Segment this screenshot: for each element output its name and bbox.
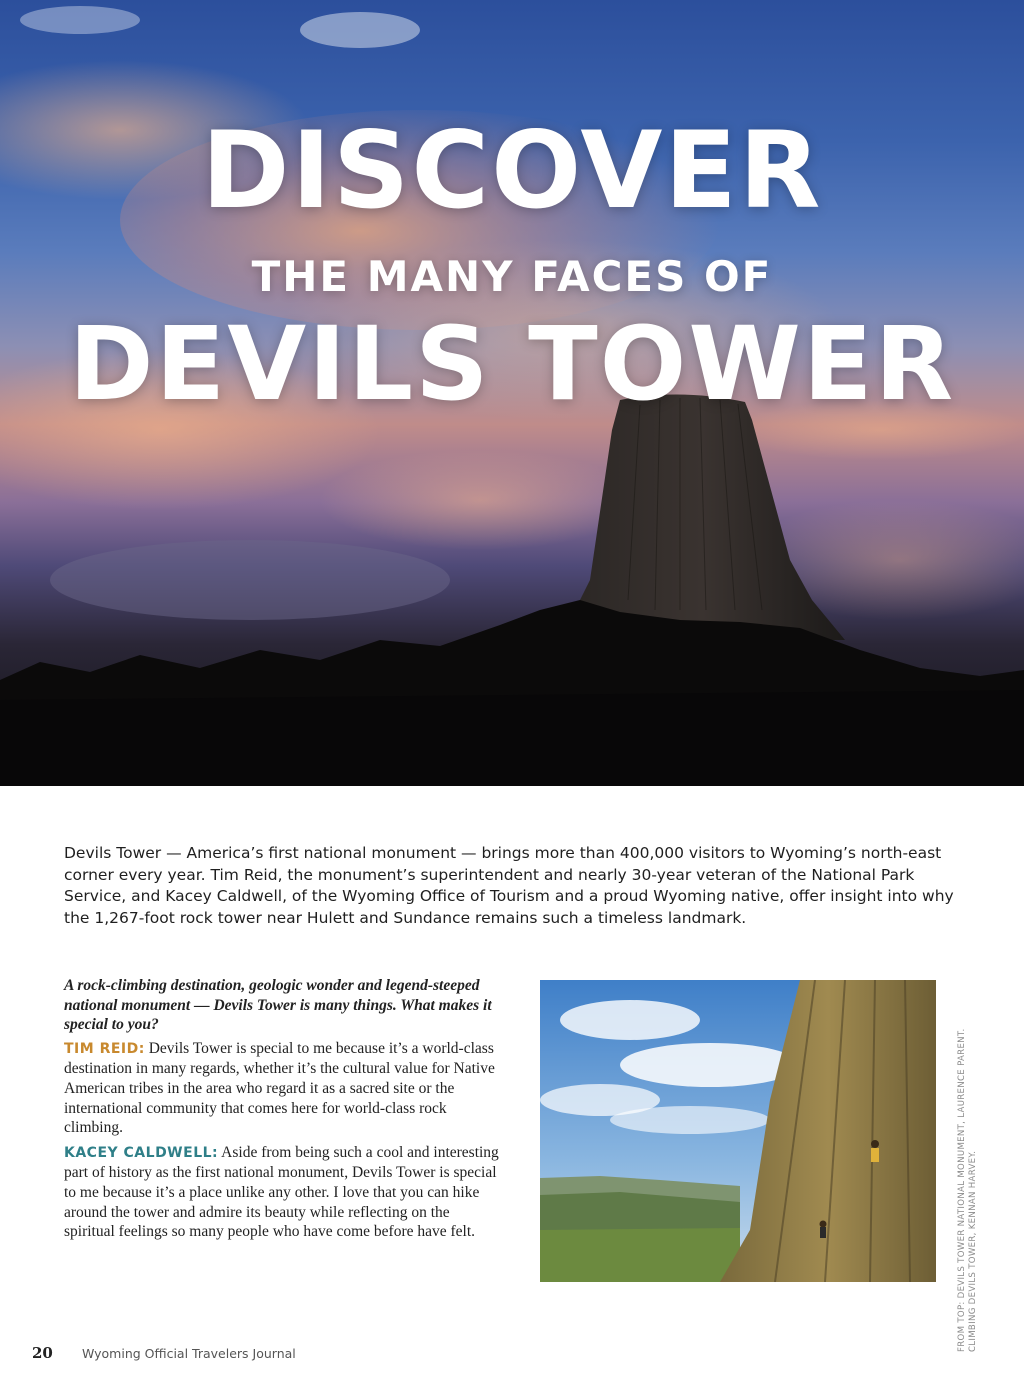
- intro-paragraph: Devils Tower — America’s first national monument — brings more than 400,000 visitors to Wyoming’s north-east corner every year. Tim Reid, the monument’s superintendent and nearly 30-year veteran of the National Park Service, and Kacey Caldwell, of the Wyoming Office of Tourism and a proud Wyoming native, offer insight into why the 1,267-foot rock tower near Hulett and Sundance remains such a timeless landmark.: [64, 844, 954, 927]
- page-number: 20: [32, 1344, 53, 1362]
- photo-credit-line-1: FROM TOP: DEVILS TOWER NATIONAL MONUMENT, LAURENCE PARENT.: [957, 1028, 967, 1352]
- headline-devils-tower: DEVILS TOWER: [68, 305, 956, 424]
- photo-credit: [957, 972, 979, 1352]
- speaker-label-kacey-caldwell: KACEY CALDWELL:: [64, 1144, 219, 1161]
- answer-tim-reid: [64, 1039, 504, 1138]
- qa-section: [64, 976, 504, 1247]
- headline-discover: DISCOVER: [201, 109, 823, 232]
- answer-kacey-caldwell: [64, 1143, 504, 1242]
- photo-credit-line-2: CLIMBING DEVILS TOWER, KENNAN HARVEY.: [968, 1150, 978, 1352]
- rock-climbers-illustration: [540, 980, 936, 1282]
- answer-text-tim-reid: Devils Tower is special to me because it’s a world-class destination in many regards, whether it’s the cultural value for Native American tribes in the area who regard it as a sacred site or the international community that comes here for world-class rock climbing.: [64, 1039, 495, 1137]
- climbing-photo: [540, 980, 936, 1282]
- headline-subtitle: THE MANY FACES OF: [251, 252, 773, 301]
- publication-name: Wyoming Official Travelers Journal: [82, 1346, 296, 1361]
- answer-text-kacey-caldwell: Aside from being such a cool and interesting part of history as the first national monument, Devils Tower is special to me because it’s a place unlike any other. I love that you can hike around the tower and admire its beauty while reflecting on the spiritual feelings so many people who have come before have felt.: [64, 1143, 499, 1241]
- interview-question: A rock-climbing destination, geologic wonder and legend-steeped national monument — Devils Tower is many things. What makes it special to you?: [64, 977, 492, 1034]
- speaker-label-tim-reid: TIM REID:: [64, 1040, 145, 1057]
